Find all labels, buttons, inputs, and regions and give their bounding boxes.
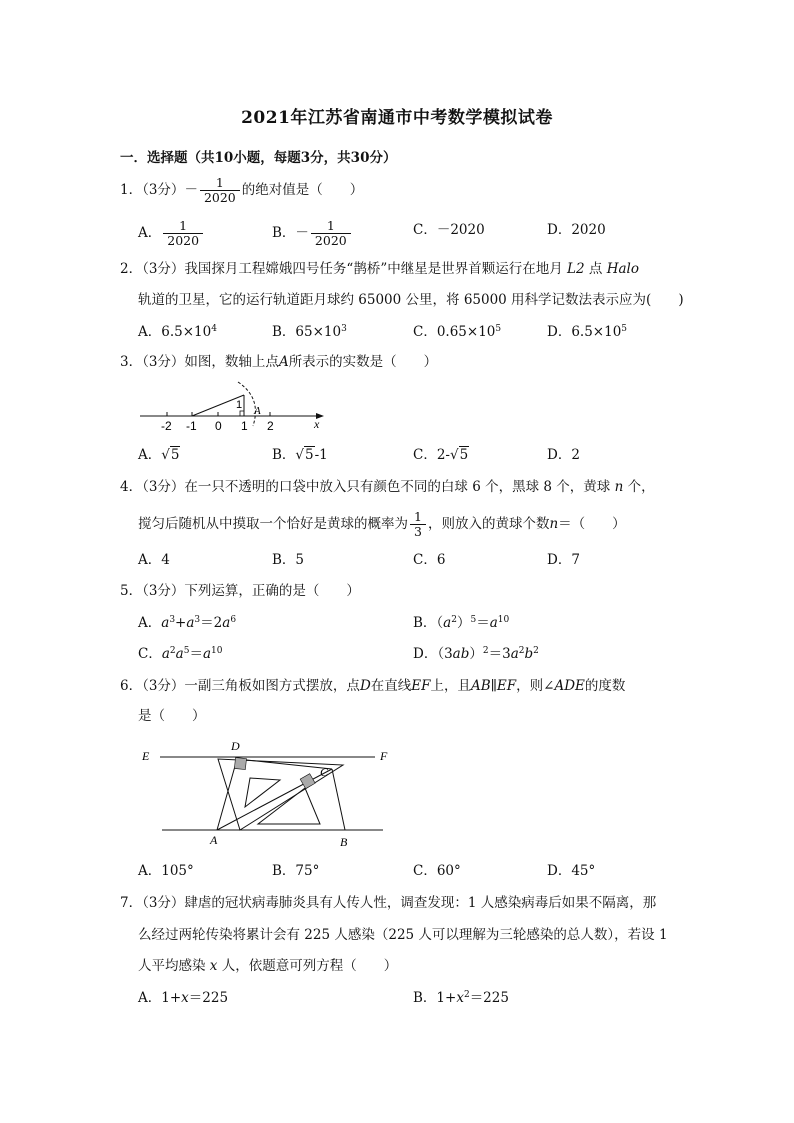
point-a-label: A xyxy=(254,405,261,417)
question-3: 3．（3分）如图，数轴上点A所表示的实数是（ ） xyxy=(120,354,438,370)
tick-label: 1 xyxy=(241,419,248,433)
inner-triangle-1 xyxy=(245,778,280,807)
q6-option-d: D．45° xyxy=(547,863,596,879)
tick-label: 2 xyxy=(267,419,274,433)
inner-triangle-2 xyxy=(258,788,320,824)
question-6-line-1: 6．（3分）一副三角板如图方式摆放，点D在直线EF上，且AB∥EF，则∠ADE的度数 xyxy=(120,678,626,694)
ruler-edge-ca xyxy=(217,769,332,830)
tick-label: -2 xyxy=(161,419,172,433)
q5-option-a: A．$a^3+a^3=2a^6$ xyxy=(138,615,237,631)
triangle-ruler-figure xyxy=(140,736,400,852)
right-angle-mark-d xyxy=(234,758,246,770)
q7-option-a: A．1+x＝225 xyxy=(138,990,229,1006)
question-6-line-2: 是（ ） xyxy=(138,708,206,724)
label-a: A xyxy=(210,833,218,847)
question-4-line-2: 搅匀后随机从中摸取一个恰好是黄球的概率为 $\frac{1}{3}$ ，则放入的黄球个数n＝（ ） xyxy=(138,509,626,539)
fraction: $\frac{1}{2020}$ xyxy=(200,176,240,205)
fraction: $\frac{1}{3}$ xyxy=(410,510,426,539)
label-d: D xyxy=(231,739,240,753)
question-2-line-1: 2．（3分）我国探月工程嫦娥四号任务“鹊桥”中继星是世界首颗运行在地月 L2 点 Halo xyxy=(120,261,639,277)
q6-option-c: C．60° xyxy=(413,863,461,879)
q3-option-a: A．√5 xyxy=(138,447,180,463)
section-heading: 一．选择题（共10小题，每题3分，共30分） xyxy=(120,150,397,166)
question-5: 5．（3分）下列运算，正确的是（ ） xyxy=(120,583,360,599)
number-line-figure xyxy=(140,378,340,434)
segment-label: 1 xyxy=(236,399,243,411)
right-angle-mark-c xyxy=(300,774,315,789)
q3-option-c: C．2-√5 xyxy=(413,447,469,463)
q3-option-d: D．2 xyxy=(547,447,580,463)
question-1: 1．（3分）－ $\frac{1}{2020}$ 的绝对值是（ ） xyxy=(120,175,364,205)
q4-option-c: C．6 xyxy=(413,552,446,568)
question-7-line-3: 人平均感染 x 人，依题意可列方程（ ） xyxy=(138,958,398,974)
q4-option-d: D．7 xyxy=(547,552,580,568)
q6-option-b: B．75° xyxy=(272,863,320,879)
right-angle-mark xyxy=(240,411,244,416)
q2-option-a: A．$6.5\times 10^4$ xyxy=(138,324,217,340)
ruler-edge-cb xyxy=(332,769,345,830)
q5-option-c: C．$a^2a^5=a^{10}$ xyxy=(138,646,223,662)
q5-option-d: D．$(3ab)^2=3a^2b^2$ xyxy=(413,646,539,662)
question-7-line-1: 7．（3分）肆虐的冠状病毒肺炎具有人传人性，调查发现：1 人感染病毒后如果不隔离，那 xyxy=(120,895,657,911)
q4-option-b: B．5 xyxy=(272,552,305,568)
tick-label: -1 xyxy=(186,419,197,433)
q2-option-c: C．$0.65\times 10^5$ xyxy=(413,324,502,340)
q3-option-b: B．√5-1 xyxy=(272,447,328,463)
q6-option-a: A．105° xyxy=(138,863,194,879)
label-e: E xyxy=(142,749,150,763)
q1-option-c: C．－2020 xyxy=(413,222,485,238)
q1-option-a: A． $\frac{1}{2020}$ xyxy=(138,219,205,248)
q4-option-a: A．4 xyxy=(138,552,170,568)
ruler-edge-da xyxy=(217,759,237,830)
fraction: $\frac{1}{2020}$ xyxy=(311,219,351,248)
label-c: C xyxy=(320,765,329,779)
axis-label: x xyxy=(314,417,320,431)
fraction: $\frac{1}{2020}$ xyxy=(163,219,203,248)
exam-title: 2021年江苏省南通市中考数学模拟试卷 xyxy=(241,108,553,128)
q1-option-b: B．－ $\frac{1}{2020}$ xyxy=(272,219,353,248)
q5-option-b: B．$(a^2)^5=a^{10}$ xyxy=(413,615,510,631)
tick-label: 0 xyxy=(215,419,222,433)
question-2-line-2: 轨道的卫星，它的运行轨道距月球约 65000 公里，将 65000 用科学记数法表示应为( ) xyxy=(138,292,684,308)
q2-option-b: B．$65\times 10^3$ xyxy=(272,324,347,340)
question-7-line-2: 么经过两轮传染将累计会有 225 人感染（225 人可以理解为三轮感染的总人数），若设 1 xyxy=(138,927,668,943)
q2-option-d: D．$6.5\times 10^5$ xyxy=(547,324,628,340)
q7-option-b: B．$1+x^2=225$ xyxy=(413,990,509,1006)
question-4-line-1: 4．（3分）在一只不透明的口袋中放入只有颜色不同的白球 6 个，黑球 8 个，黄球 n 个， xyxy=(120,479,655,495)
label-b: B xyxy=(340,835,348,849)
label-f: F xyxy=(380,749,388,763)
q1-option-d: D．2020 xyxy=(547,222,606,238)
